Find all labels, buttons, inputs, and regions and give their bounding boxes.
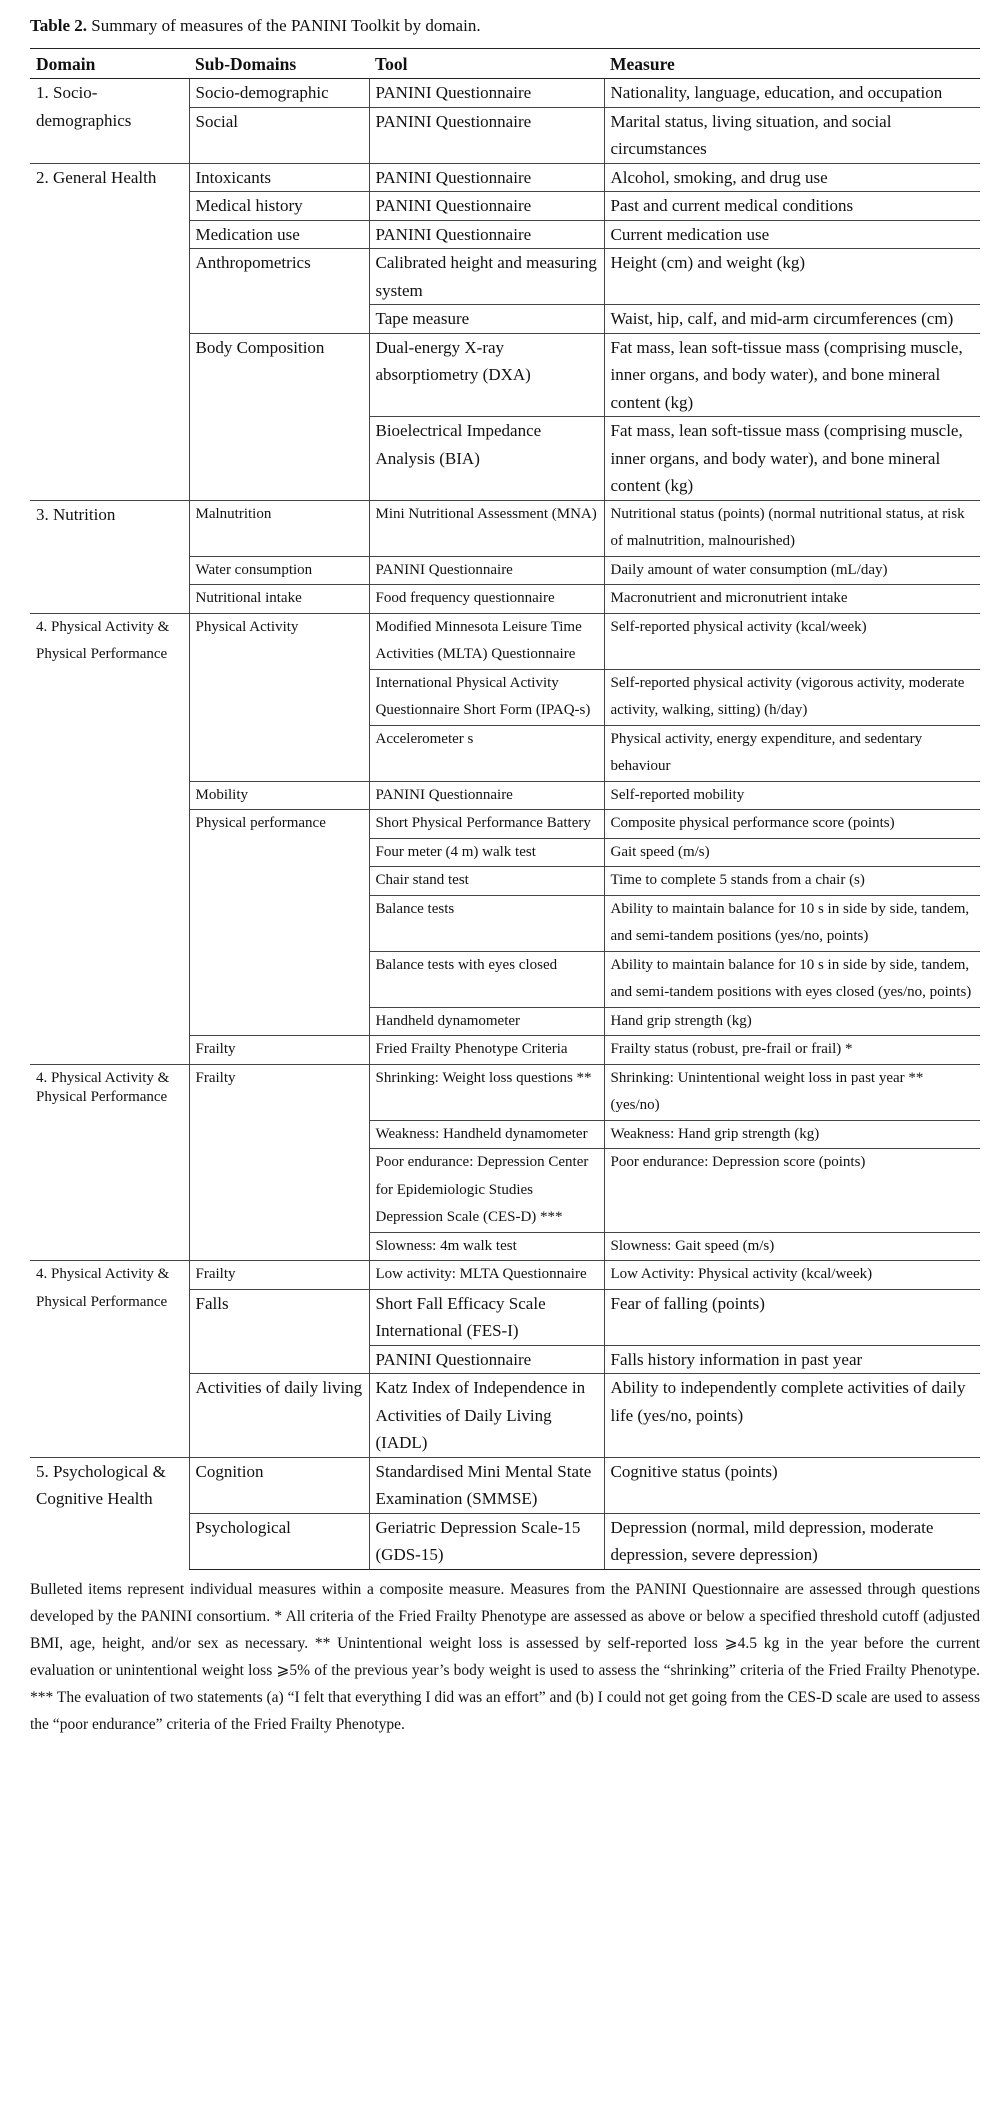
tool-cell: Handheld dynamometer (369, 1007, 604, 1036)
tool-cell: PANINI Questionnaire (369, 192, 604, 221)
measure-cell: Alcohol, smoking, and drug use (604, 163, 980, 192)
tool-cell: Low activity: MLTA Questionnaire (369, 1261, 604, 1290)
measure-cell: Nutritional status (points) (normal nutritional status, at risk of malnutrition, malnourished) (604, 500, 980, 556)
sub-domain-cell: Water consumption (189, 556, 369, 585)
sub-domain-cell: Body Composition (189, 333, 369, 500)
measure-cell: Self-reported physical activity (vigorous activity, moderate activity, walking, sitting) (h/day) (604, 669, 980, 725)
tool-cell: PANINI Questionnaire (369, 79, 604, 108)
table-caption-text: Summary of measures of the PANINI Toolkit by domain. (87, 16, 481, 35)
domain-cell: 4. Physical Activity & Physical Performance (30, 1261, 189, 1458)
tool-cell: Fried Frailty Phenotype Criteria (369, 1036, 604, 1065)
tool-cell: Modified Minnesota Leisure Time Activities (MLTA) Questionnaire (369, 613, 604, 669)
sub-domain-cell: Socio-demographic (189, 79, 369, 108)
measure-cell: Composite physical performance score (points) (604, 810, 980, 839)
tool-cell: Balance tests (369, 895, 604, 951)
measure-cell: Nationality, language, education, and occupation (604, 79, 980, 108)
header-sub-domains: Sub-Domains (189, 49, 369, 79)
tool-cell: Poor endurance: Depression Center for Epidemiologic Studies Depression Scale (CES-D) *** (369, 1149, 604, 1233)
measure-cell: Fear of falling (points) (604, 1289, 980, 1345)
measure-cell: Shrinking: Unintentional weight loss in past year ** (yes/no) (604, 1064, 980, 1120)
measure-cell: Falls history information in past year (604, 1345, 980, 1374)
sub-domain-cell: Social (189, 107, 369, 163)
measure-cell: Poor endurance: Depression score (points) (604, 1149, 980, 1233)
measure-cell: Height (cm) and weight (kg) (604, 249, 980, 305)
domain-cell: 1. Socio-demographics (30, 79, 189, 164)
table-caption (30, 14, 980, 48)
table-caption-label: Table 2. (30, 16, 88, 35)
sub-domain-cell: Activities of daily living (189, 1374, 369, 1458)
measures-table (30, 48, 980, 1570)
header-tool: Tool (369, 49, 604, 79)
tool-cell: PANINI Questionnaire (369, 107, 604, 163)
sub-domain-cell: Physical Activity (189, 613, 369, 781)
measure-cell: Macronutrient and micronutrient intake (604, 585, 980, 614)
measure-cell: Self-reported physical activity (kcal/week) (604, 613, 980, 669)
sub-domain-cell: Intoxicants (189, 163, 369, 192)
table-row (30, 79, 980, 108)
table-row (30, 1064, 980, 1120)
tool-cell: Katz Index of Independence in Activities of Daily Living (IADL) (369, 1374, 604, 1458)
tool-cell: PANINI Questionnaire (369, 556, 604, 585)
tool-cell: PANINI Questionnaire (369, 1345, 604, 1374)
measure-cell: Fat mass, lean soft-tissue mass (comprising muscle, inner organs, and body water), and bone mineral content (kg) (604, 417, 980, 501)
sub-domain-cell: Cognition (189, 1457, 369, 1513)
header-domain: Domain (30, 49, 189, 79)
tool-cell: PANINI Questionnaire (369, 781, 604, 810)
tool-cell: International Physical Activity Questionnaire Short Form (IPAQ-s) (369, 669, 604, 725)
measure-cell: Frailty status (robust, pre-frail or frail) * (604, 1036, 980, 1065)
tool-cell: Accelerometer s (369, 725, 604, 781)
domain-cell: 3. Nutrition (30, 500, 189, 613)
sub-domain-cell: Psychological (189, 1513, 369, 1569)
tool-cell: Geriatric Depression Scale-15 (GDS-15) (369, 1513, 604, 1569)
tool-cell: Shrinking: Weight loss questions ** (369, 1064, 604, 1120)
sub-domain-cell: Malnutrition (189, 500, 369, 556)
measure-cell: Low Activity: Physical activity (kcal/week) (604, 1261, 980, 1290)
measure-cell: Self-reported mobility (604, 781, 980, 810)
header-row (30, 49, 980, 79)
sub-domain-cell: Frailty (189, 1064, 369, 1261)
sub-domain-cell: Anthropometrics (189, 249, 369, 334)
table-row (30, 163, 980, 192)
tool-cell: Balance tests with eyes closed (369, 951, 604, 1007)
tool-cell: Slowness: 4m walk test (369, 1232, 604, 1261)
measure-cell: Hand grip strength (kg) (604, 1007, 980, 1036)
tool-cell: Food frequency questionnaire (369, 585, 604, 614)
measure-cell: Time to complete 5 stands from a chair (s) (604, 867, 980, 896)
sub-domain-cell: Frailty (189, 1261, 369, 1290)
tool-cell: PANINI Questionnaire (369, 220, 604, 249)
measure-cell: Ability to independently complete activities of daily life (yes/no, points) (604, 1374, 980, 1458)
measure-cell: Physical activity, energy expenditure, and sedentary behaviour (604, 725, 980, 781)
domain-cell: 4. Physical Activity & Physical Performance (30, 1064, 189, 1261)
tool-cell: Dual-energy X-ray absorptiometry (DXA) (369, 333, 604, 417)
table-footnotes: Bulleted items represent individual measures within a composite measure. Measures from the PANINI Questionnaire are assessed through questions developed by the PANINI consortium. * All criteria of the Fried Frailty Phenotype are assessed as above or below a specified threshold cutoff (adjusted BMI, age, height, and/or sex as necessary. ** Unintentional weight loss is assessed by self-reported loss ⩾4.5 kg in the year before the current evaluation or unintentional weight loss ⩾5% of the previous year’s body weight is used to assess the “shrinking” criteria of the Fried Frailty Phenotype. *** The evaluation of two statements (a) “I felt that everything I did was an effort” and (b) I could not get going from the CES-D scale are used to assess the “poor endurance” criteria of the Fried Frailty Phenotype. (30, 1580, 980, 1733)
tool-cell: Mini Nutritional Assessment (MNA) (369, 500, 604, 556)
document-page (30, 14, 980, 1738)
table-row (30, 613, 980, 669)
sub-domain-cell: Mobility (189, 781, 369, 810)
sub-domain-cell: Nutritional intake (189, 585, 369, 614)
tool-cell: PANINI Questionnaire (369, 163, 604, 192)
table-row (30, 500, 980, 556)
measure-cell: Cognitive status (points) (604, 1457, 980, 1513)
tool-cell: Short Fall Efficacy Scale International (FES-I) (369, 1289, 604, 1345)
measure-cell: Past and current medical conditions (604, 192, 980, 221)
sub-domain-cell: Frailty (189, 1036, 369, 1065)
measure-cell: Ability to maintain balance for 10 s in side by side, tandem, and semi-tandem positions (yes/no, points) (604, 895, 980, 951)
tool-cell: Chair stand test (369, 867, 604, 896)
tool-cell: Calibrated height and measuring system (369, 249, 604, 305)
measure-cell: Daily amount of water consumption (mL/day) (604, 556, 980, 585)
measure-cell: Weakness: Hand grip strength (kg) (604, 1120, 980, 1149)
domain-cell: 4. Physical Activity & Physical Performance (30, 613, 189, 1064)
tool-cell: Bioelectrical Impedance Analysis (BIA) (369, 417, 604, 501)
measure-cell: Ability to maintain balance for 10 s in side by side, tandem, and semi-tandem positions with eyes closed (yes/no, points) (604, 951, 980, 1007)
sub-domain-cell: Physical performance (189, 810, 369, 1036)
domain-cell: 2. General Health (30, 163, 189, 500)
table-row (30, 1457, 980, 1513)
measure-cell: Slowness: Gait speed (m/s) (604, 1232, 980, 1261)
tool-cell: Standardised Mini Mental State Examination (SMMSE) (369, 1457, 604, 1513)
sub-domain-cell: Medication use (189, 220, 369, 249)
domain-cell: 5. Psychological & Cognitive Health (30, 1457, 189, 1569)
measure-cell: Marital status, living situation, and social circumstances (604, 107, 980, 163)
measure-cell: Current medication use (604, 220, 980, 249)
tool-cell: Four meter (4 m) walk test (369, 838, 604, 867)
measure-cell: Fat mass, lean soft-tissue mass (comprising muscle, inner organs, and body water), and bone mineral content (kg) (604, 333, 980, 417)
sub-domain-cell: Medical history (189, 192, 369, 221)
tool-cell: Weakness: Handheld dynamometer (369, 1120, 604, 1149)
tool-cell: Short Physical Performance Battery (369, 810, 604, 839)
measure-cell: Gait speed (m/s) (604, 838, 980, 867)
measure-cell: Waist, hip, calf, and mid-arm circumferences (cm) (604, 305, 980, 334)
tool-cell: Tape measure (369, 305, 604, 334)
header-measure: Measure (604, 49, 980, 79)
measure-cell: Depression (normal, mild depression, moderate depression, severe depression) (604, 1513, 980, 1569)
table-row (30, 1261, 980, 1290)
sub-domain-cell: Falls (189, 1289, 369, 1374)
